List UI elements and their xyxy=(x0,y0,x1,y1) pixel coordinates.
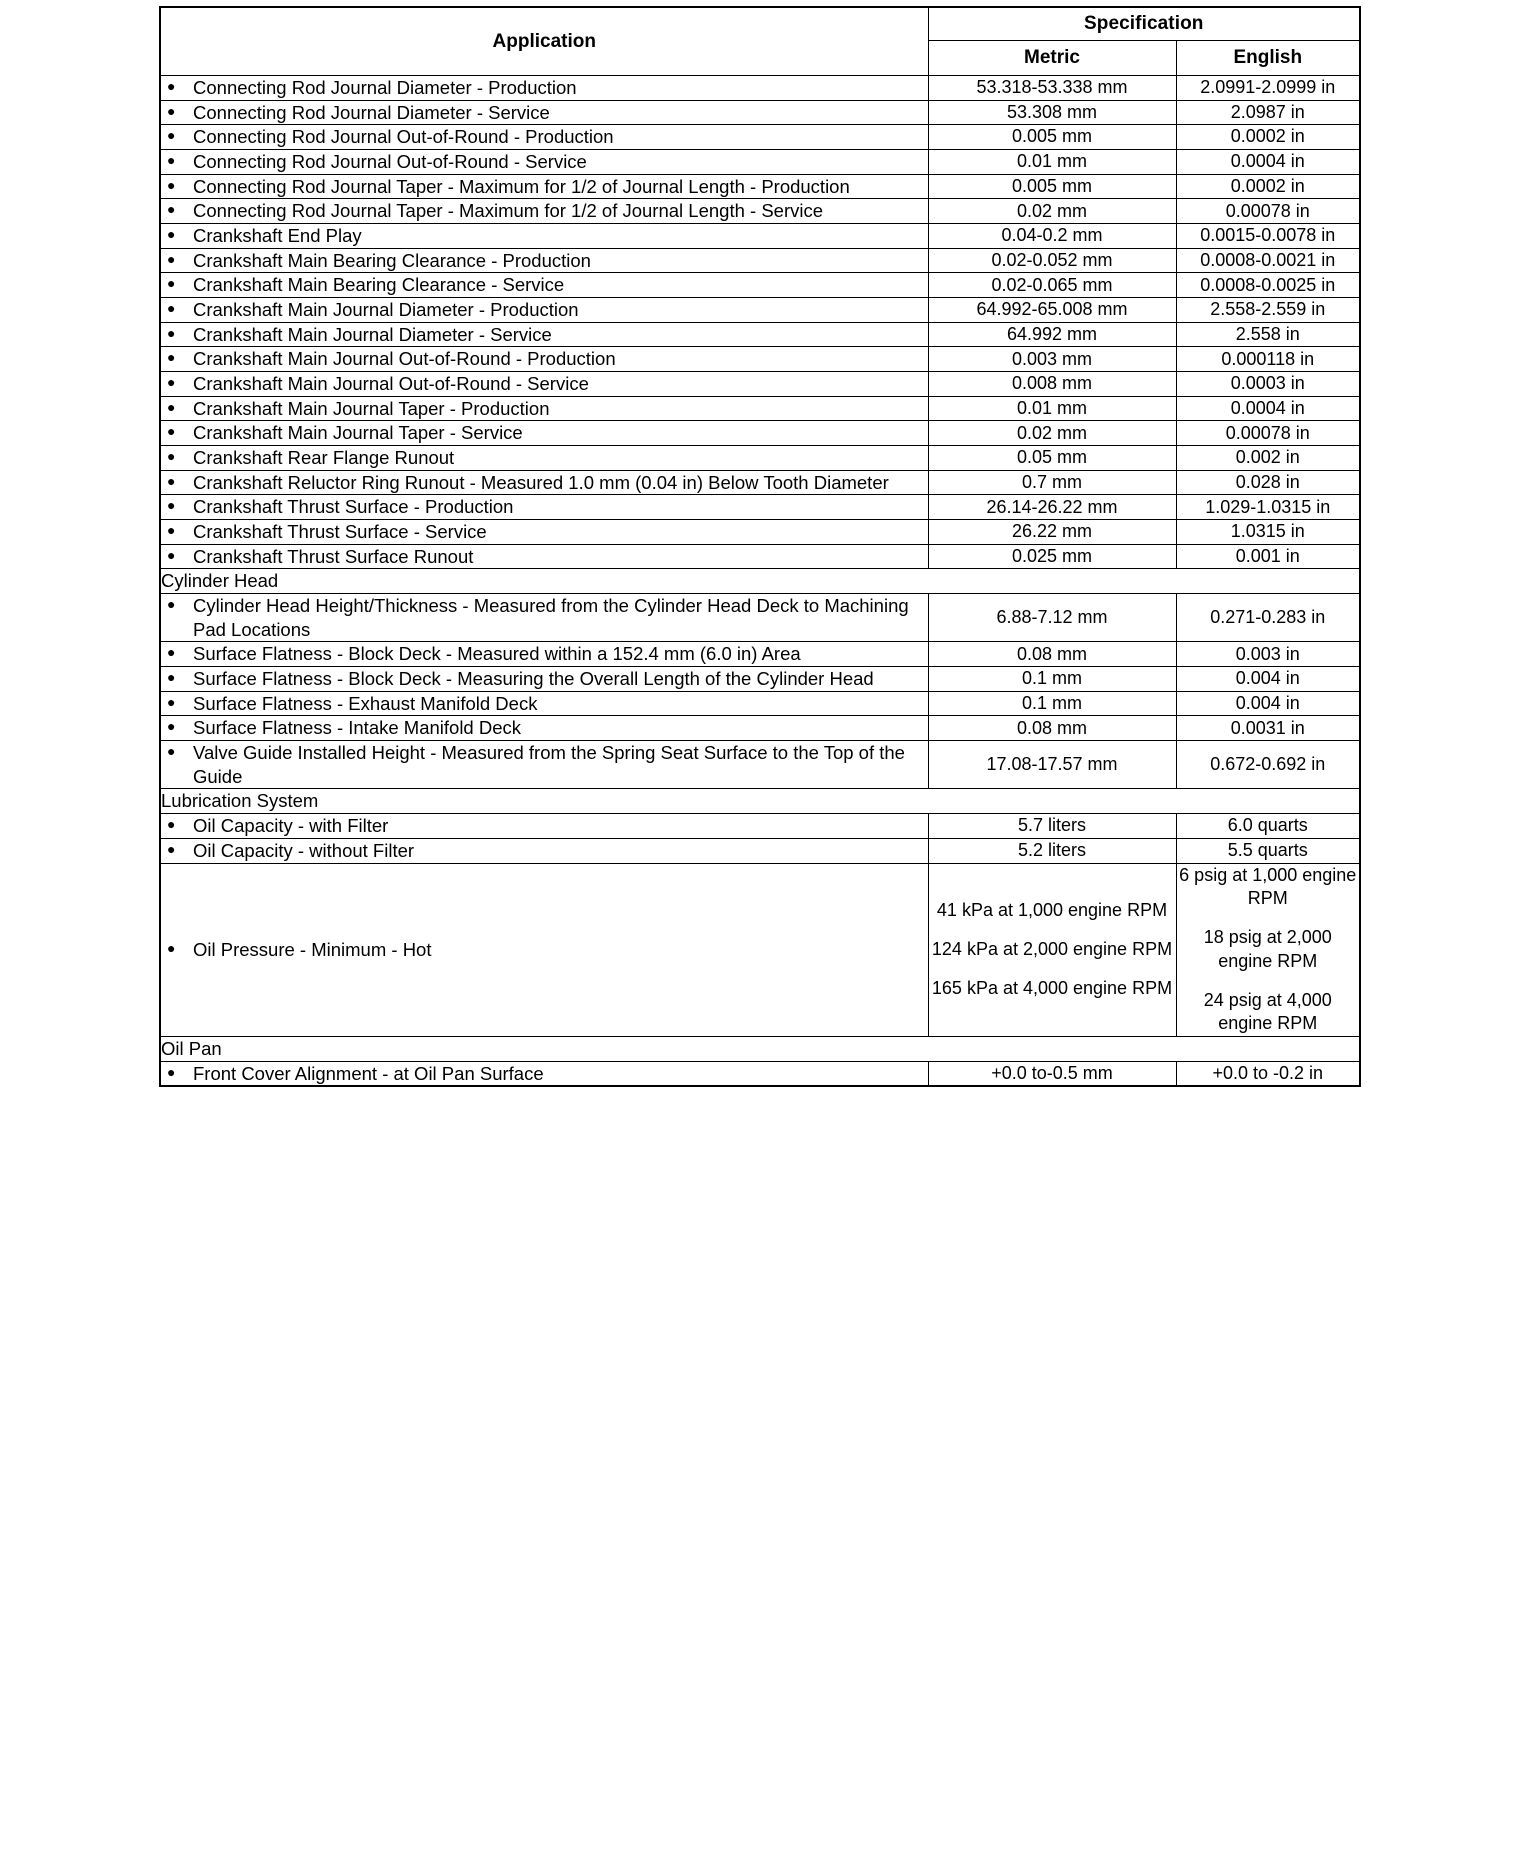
table-row xyxy=(160,594,1360,642)
table-row xyxy=(160,150,1360,175)
english-value-cell: 0.004 in xyxy=(1176,667,1360,692)
table-header xyxy=(160,7,1360,76)
application-label: Crankshaft Thrust Surface Runout xyxy=(193,545,474,567)
table-row xyxy=(160,298,1360,323)
application-label: Crankshaft Rear Flange Runout xyxy=(193,447,455,469)
application-label: Connecting Rod Journal Taper - Maximum for 1/2 of Journal Length - Production xyxy=(193,175,850,197)
table-row xyxy=(160,446,1360,471)
application-cell xyxy=(160,125,928,150)
spacer xyxy=(929,922,1176,938)
application-cell xyxy=(160,495,928,520)
bullet-point-icon: ● xyxy=(167,1063,176,1080)
table-section-row xyxy=(160,789,1360,814)
table-row xyxy=(160,642,1360,667)
metric-value-cell: 64.992 mm xyxy=(928,322,1176,347)
application-cell xyxy=(160,347,928,372)
bullet-point-icon: ● xyxy=(167,497,176,514)
application-cell xyxy=(160,100,928,125)
english-value-cell: 0.00078 in xyxy=(1176,421,1360,446)
application-label: Surface Flatness - Exhaust Manifold Deck xyxy=(193,692,538,714)
english-value-cell: 2.558-2.559 in xyxy=(1176,298,1360,323)
bullet-point-icon: ● xyxy=(167,78,176,94)
application-label: Crankshaft Main Bearing Clearance - Production xyxy=(193,249,591,271)
section-heading: Oil Pan xyxy=(160,1036,1360,1061)
bullet-point-icon: ● xyxy=(167,127,176,144)
english-value-cell: 0.0002 in xyxy=(1176,125,1360,150)
english-value-cell: 0.672-0.692 in xyxy=(1176,741,1360,789)
metric-value-cell: 5.7 liters xyxy=(928,814,1176,839)
bullet-point-icon: ● xyxy=(167,201,176,218)
application-cell xyxy=(160,372,928,397)
application-label: Front Cover Alignment - at Oil Pan Surface xyxy=(193,1062,544,1084)
table-row xyxy=(160,248,1360,273)
english-value-cell: +0.0 to -0.2 in xyxy=(1176,1061,1360,1086)
column-header-english: English xyxy=(1176,41,1360,76)
application-cell xyxy=(160,322,928,347)
english-value-cell: 0.002 in xyxy=(1176,446,1360,471)
bullet-point-icon: ● xyxy=(167,349,176,366)
bullet-point-icon: ● xyxy=(167,644,176,661)
bullet-point-icon: ● xyxy=(167,693,176,710)
bullet-point-icon: ● xyxy=(167,596,176,613)
english-value-cell: 0.0003 in xyxy=(1176,372,1360,397)
application-label: Connecting Rod Journal Out-of-Round - Production xyxy=(193,126,614,148)
table-section-row xyxy=(160,1036,1360,1061)
english-value-cell: 0.003 in xyxy=(1176,642,1360,667)
value-line: 124 kPa at 2,000 engine RPM xyxy=(931,938,1173,959)
metric-value-cell: 0.01 mm xyxy=(928,396,1176,421)
table-row xyxy=(160,495,1360,520)
application-label: Cylinder Head Height/Thickness - Measured from the Cylinder Head Deck to Machining Pad Locations xyxy=(193,595,909,640)
application-cell xyxy=(160,248,928,273)
english-value-cell: 0.004 in xyxy=(1176,691,1360,716)
bullet-point-icon: ● xyxy=(167,250,176,267)
metric-value-cell: 0.003 mm xyxy=(928,347,1176,372)
metric-value-cell: 0.02-0.065 mm xyxy=(928,273,1176,298)
metric-value-cell: 6.88-7.12 mm xyxy=(928,594,1176,642)
bullet-point-icon: ● xyxy=(167,423,176,440)
english-value-cell: 0.0015-0.0078 in xyxy=(1176,224,1360,249)
application-cell xyxy=(160,691,928,716)
bullet-point-icon: ● xyxy=(167,152,176,169)
section-heading: Cylinder Head xyxy=(160,569,1360,594)
table-row xyxy=(160,347,1360,372)
table-row xyxy=(160,76,1360,101)
spacer xyxy=(1177,973,1360,989)
metric-value-cell: 5.2 liters xyxy=(928,838,1176,863)
metric-value-cell: 0.7 mm xyxy=(928,470,1176,495)
table-row xyxy=(160,273,1360,298)
application-label: Crankshaft Main Journal Taper - Service xyxy=(193,422,523,444)
application-cell xyxy=(160,642,928,667)
application-cell xyxy=(160,150,928,175)
application-cell xyxy=(160,814,928,839)
application-label: Surface Flatness - Intake Manifold Deck xyxy=(193,717,522,739)
application-label: Surface Flatness - Block Deck - Measured within a 152.4 mm (6.0 in) Area xyxy=(193,643,801,665)
table-row xyxy=(160,667,1360,692)
bullet-point-icon: ● xyxy=(167,226,176,243)
table-row xyxy=(160,1061,1360,1086)
bullet-point-icon: ● xyxy=(167,324,176,341)
bullet-point-icon: ● xyxy=(167,743,176,760)
bullet-point-icon: ● xyxy=(167,816,176,833)
metric-value-cell: 0.08 mm xyxy=(928,716,1176,741)
metric-value-cell: 0.04-0.2 mm xyxy=(928,224,1176,249)
table-row xyxy=(160,691,1360,716)
application-cell xyxy=(160,421,928,446)
application-label: Oil Capacity - with Filter xyxy=(193,815,389,837)
application-label: Oil Pressure - Minimum - Hot xyxy=(193,938,432,960)
application-cell xyxy=(160,520,928,545)
table-row xyxy=(160,520,1360,545)
bullet-point-icon: ● xyxy=(167,939,176,956)
english-value-cell: 0.0004 in xyxy=(1176,150,1360,175)
english-value-cell: 0.0031 in xyxy=(1176,716,1360,741)
column-header-specification: Specification xyxy=(928,7,1360,41)
application-cell xyxy=(160,396,928,421)
engine-specifications-table xyxy=(159,6,1361,1087)
bullet-point-icon: ● xyxy=(167,398,176,415)
table-row xyxy=(160,863,1360,1036)
metric-value-cell: 17.08-17.57 mm xyxy=(928,741,1176,789)
application-cell xyxy=(160,741,928,789)
bullet-point-icon: ● xyxy=(167,374,176,391)
metric-value-cell: 53.308 mm xyxy=(928,100,1176,125)
english-value-cell: 6.0 quarts xyxy=(1176,814,1360,839)
column-header-application: Application xyxy=(160,7,928,76)
application-label: Connecting Rod Journal Diameter - Service xyxy=(193,101,550,123)
application-label: Crankshaft Thrust Surface - Service xyxy=(193,521,487,543)
application-label: Connecting Rod Journal Out-of-Round - Service xyxy=(193,151,587,173)
table-row xyxy=(160,174,1360,199)
section-heading: Lubrication System xyxy=(160,789,1360,814)
table-row xyxy=(160,716,1360,741)
application-label: Crankshaft Thrust Surface - Production xyxy=(193,496,514,518)
english-value-cell: 1.029-1.0315 in xyxy=(1176,495,1360,520)
table-row xyxy=(160,396,1360,421)
metric-value-cell: 0.025 mm xyxy=(928,544,1176,569)
application-label: Crankshaft Main Journal Diameter - Production xyxy=(193,299,579,321)
table-row xyxy=(160,544,1360,569)
application-cell xyxy=(160,716,928,741)
english-value-cell: 0.0008-0.0021 in xyxy=(1176,248,1360,273)
metric-value-cell: 0.02 mm xyxy=(928,199,1176,224)
application-cell xyxy=(160,470,928,495)
application-label: Crankshaft Main Journal Diameter - Service xyxy=(193,323,552,345)
english-value-cell: 0.0008-0.0025 in xyxy=(1176,273,1360,298)
english-value-cell: 0.00078 in xyxy=(1176,199,1360,224)
application-label: Connecting Rod Journal Taper - Maximum for 1/2 of Journal Length - Service xyxy=(193,200,824,222)
metric-value-cell: +0.0 to-0.5 mm xyxy=(928,1061,1176,1086)
value-line: 18 psig at 2,000 engine RPM xyxy=(1203,927,1332,971)
bullet-point-icon: ● xyxy=(167,840,176,857)
table-row xyxy=(160,838,1360,863)
english-value-cell: 0.001 in xyxy=(1176,544,1360,569)
application-label: Oil Capacity - without Filter xyxy=(193,839,415,861)
application-label: Connecting Rod Journal Diameter - Production xyxy=(193,77,577,98)
english-value-cell xyxy=(1176,863,1360,1036)
application-cell xyxy=(160,1061,928,1086)
application-cell xyxy=(160,199,928,224)
bullet-point-icon: ● xyxy=(167,522,176,539)
value-line: 6 psig at 1,000 engine RPM xyxy=(1179,864,1357,908)
header-row-top xyxy=(160,7,1360,41)
application-cell xyxy=(160,174,928,199)
english-value-cell: 1.0315 in xyxy=(1176,520,1360,545)
application-label: Crankshaft Main Journal Taper - Production xyxy=(193,397,550,419)
english-value-cell: 0.0004 in xyxy=(1176,396,1360,421)
metric-value-cell: 26.22 mm xyxy=(928,520,1176,545)
table-row xyxy=(160,199,1360,224)
application-label: Valve Guide Installed Height - Measured from the Spring Seat Surface to the Top of the Guide xyxy=(193,742,905,787)
metric-value-cell: 53.318-53.338 mm xyxy=(928,76,1176,101)
application-label: Crankshaft Reluctor Ring Runout - Measured 1.0 mm (0.04 in) Below Tooth Diameter xyxy=(193,471,889,493)
english-value-cell: 0.0002 in xyxy=(1176,174,1360,199)
bullet-point-icon: ● xyxy=(167,448,176,465)
metric-value-cell: 0.08 mm xyxy=(928,642,1176,667)
metric-value-cell: 0.005 mm xyxy=(928,125,1176,150)
application-label: Crankshaft Main Bearing Clearance - Service xyxy=(193,274,565,296)
english-value-cell: 0.000118 in xyxy=(1176,347,1360,372)
spacer xyxy=(929,961,1176,977)
application-cell xyxy=(160,76,928,101)
english-value-cell: 0.028 in xyxy=(1176,470,1360,495)
application-cell xyxy=(160,544,928,569)
table-row xyxy=(160,741,1360,789)
bullet-point-icon: ● xyxy=(167,176,176,193)
application-cell xyxy=(160,838,928,863)
table-body xyxy=(160,76,1360,1087)
bullet-point-icon: ● xyxy=(167,718,176,735)
bullet-point-icon: ● xyxy=(167,472,176,489)
table-row xyxy=(160,814,1360,839)
table-row xyxy=(160,100,1360,125)
bullet-point-icon: ● xyxy=(167,300,176,317)
metric-value-cell: 0.02 mm xyxy=(928,421,1176,446)
value-line: 165 kPa at 4,000 engine RPM xyxy=(931,978,1173,999)
application-label: Crankshaft Main Journal Out-of-Round - Production xyxy=(193,348,616,370)
table-section-row xyxy=(160,569,1360,594)
english-value-cell: 2.0987 in xyxy=(1176,100,1360,125)
metric-value-cell: 0.1 mm xyxy=(928,691,1176,716)
metric-value-cell: 0.005 mm xyxy=(928,174,1176,199)
spacer xyxy=(1177,910,1360,926)
english-value-cell: 0.271-0.283 in xyxy=(1176,594,1360,642)
english-value-cell: 2.0991-2.0999 in xyxy=(1176,76,1360,101)
application-cell xyxy=(160,667,928,692)
english-value-cell: 5.5 quarts xyxy=(1176,838,1360,863)
metric-value-cell: 0.05 mm xyxy=(928,446,1176,471)
table-row xyxy=(160,322,1360,347)
metric-value-cell: 0.008 mm xyxy=(928,372,1176,397)
application-cell xyxy=(160,224,928,249)
bullet-point-icon: ● xyxy=(167,102,176,119)
value-line: 41 kPa at 1,000 engine RPM xyxy=(936,899,1168,920)
application-cell xyxy=(160,594,928,642)
bullet-point-icon: ● xyxy=(167,275,176,292)
metric-value-cell: 64.992-65.008 mm xyxy=(928,298,1176,323)
table-row xyxy=(160,224,1360,249)
table-row xyxy=(160,470,1360,495)
bullet-point-icon: ● xyxy=(167,546,176,563)
column-header-metric: Metric xyxy=(928,41,1176,76)
application-label: Crankshaft Main Journal Out-of-Round - Service xyxy=(193,373,589,395)
application-cell xyxy=(160,298,928,323)
table-row xyxy=(160,125,1360,150)
application-cell xyxy=(160,863,928,1036)
table-row xyxy=(160,421,1360,446)
application-label: Crankshaft End Play xyxy=(193,225,362,247)
value-line: 24 psig at 4,000 engine RPM xyxy=(1203,990,1332,1034)
table-row xyxy=(160,372,1360,397)
application-cell xyxy=(160,446,928,471)
metric-value-cell: 26.14-26.22 mm xyxy=(928,495,1176,520)
english-value-cell: 2.558 in xyxy=(1176,322,1360,347)
bullet-point-icon: ● xyxy=(167,669,176,686)
metric-value-cell: 0.1 mm xyxy=(928,667,1176,692)
metric-value-cell: 0.02-0.052 mm xyxy=(928,248,1176,273)
application-label: Surface Flatness - Block Deck - Measuring the Overall Length of the Cylinder Head xyxy=(193,668,874,690)
metric-value-cell: 0.01 mm xyxy=(928,150,1176,175)
application-cell xyxy=(160,273,928,298)
metric-value-cell xyxy=(928,863,1176,1036)
